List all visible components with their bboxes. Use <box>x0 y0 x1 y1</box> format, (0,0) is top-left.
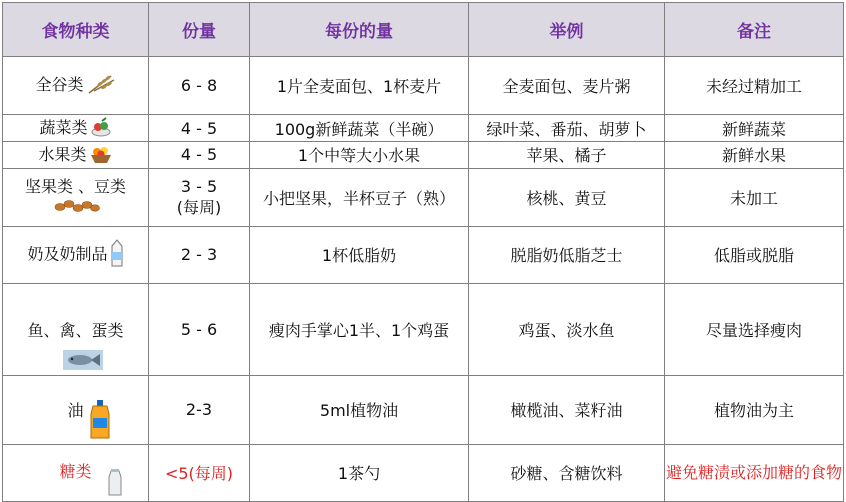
examples-cell: 全麦面包、麦片粥 <box>469 57 665 115</box>
servings-cell: 2-3 <box>149 375 250 444</box>
header-row <box>3 3 844 57</box>
per-serving-cell: 1茶勺 <box>250 444 469 501</box>
category-cell <box>3 115 149 142</box>
category-label: 糖类 <box>59 461 92 481</box>
category-cell <box>3 375 149 444</box>
examples-cell: 绿叶菜、番茄、胡萝卜 <box>469 115 665 142</box>
per-serving-cell: 100g新鲜蔬菜（半碗） <box>250 115 469 142</box>
category-label: 水果类 <box>38 145 87 164</box>
header-servings: 份量 <box>149 3 250 57</box>
examples-cell: 苹果、橘子 <box>469 142 665 169</box>
table-row <box>3 375 844 444</box>
category-cell <box>3 168 149 226</box>
category-label: 全谷类 <box>35 75 84 95</box>
table-row <box>3 226 844 283</box>
header-notes: 备注 <box>665 3 844 57</box>
oil-bottle-icon <box>89 400 111 444</box>
examples-cell: 核桃、黄豆 <box>469 168 665 226</box>
category-cell <box>3 444 149 501</box>
category-cell <box>3 226 149 283</box>
milk-carton-icon <box>110 238 124 272</box>
vegetables-icon <box>90 117 112 141</box>
fruit-basket-icon <box>89 144 113 168</box>
sugar-shaker-icon <box>107 469 123 501</box>
notes-cell: 避免糖渍或添加糖的食物 <box>665 444 844 501</box>
category-label: 油 <box>67 400 84 420</box>
category-label: 坚果类 、豆类 <box>24 177 127 197</box>
servings-cell <box>149 168 250 226</box>
servings-value: 3 - 5 <box>180 177 218 196</box>
notes-cell: 低脂或脱脂 <box>665 226 844 283</box>
notes-cell: 尽量选择瘦肉 <box>665 283 844 375</box>
table-row <box>3 168 844 226</box>
category-label: 奶及奶制品 <box>27 244 108 263</box>
header-per-serving: 每份的量 <box>250 3 469 57</box>
examples-cell: 砂糖、含糖饮料 <box>469 444 665 501</box>
notes-cell: 新鲜蔬菜 <box>665 115 844 142</box>
nuts-icon <box>54 198 100 218</box>
per-serving-cell: 1个中等大小水果 <box>250 142 469 169</box>
per-serving-cell: 小把坚果，半杯豆子（熟） <box>250 168 469 226</box>
servings-cell: 2 - 3 <box>149 226 250 283</box>
servings-cell: 5 - 6 <box>149 283 250 375</box>
table-row <box>3 444 844 501</box>
table-row <box>3 57 844 115</box>
per-serving-cell: 5ml植物油 <box>250 375 469 444</box>
table-row <box>3 283 844 375</box>
category-label: 蔬菜类 <box>39 118 88 138</box>
per-serving-cell: 瘦肉手掌心1半、1个鸡蛋 <box>250 283 469 375</box>
wheat-icon <box>86 73 116 99</box>
per-serving-cell: 1片全麦面包、1杯麦片 <box>250 57 469 115</box>
notes-cell: 新鲜水果 <box>665 142 844 169</box>
per-serving-cell: 1杯低脂奶 <box>250 226 469 283</box>
category-cell <box>3 283 149 375</box>
notes-cell: 植物油为主 <box>665 375 844 444</box>
fish-icon <box>63 350 103 374</box>
servings-cell: 6 - 8 <box>149 57 250 115</box>
servings-cell: 4 - 5 <box>149 142 250 169</box>
notes-cell: 未经过精加工 <box>665 57 844 115</box>
category-cell <box>3 142 149 169</box>
examples-cell: 脱脂奶低脂芝士 <box>469 226 665 283</box>
notes-cell: 未加工 <box>665 168 844 226</box>
header-category: 食物种类 <box>3 3 149 57</box>
examples-cell: 鸡蛋、淡水鱼 <box>469 283 665 375</box>
servings-cell: 4 - 5 <box>149 115 250 142</box>
header-examples: 举例 <box>469 3 665 57</box>
category-cell <box>3 57 149 115</box>
examples-cell: 橄榄油、菜籽油 <box>469 375 665 444</box>
servings-cell: <5(每周) <box>149 444 250 501</box>
category-label: 鱼、禽、蛋类 <box>27 320 124 340</box>
food-guide-table <box>2 2 844 502</box>
servings-unit: (每周) <box>176 198 222 217</box>
table-row <box>3 142 844 169</box>
table-row <box>3 115 844 142</box>
